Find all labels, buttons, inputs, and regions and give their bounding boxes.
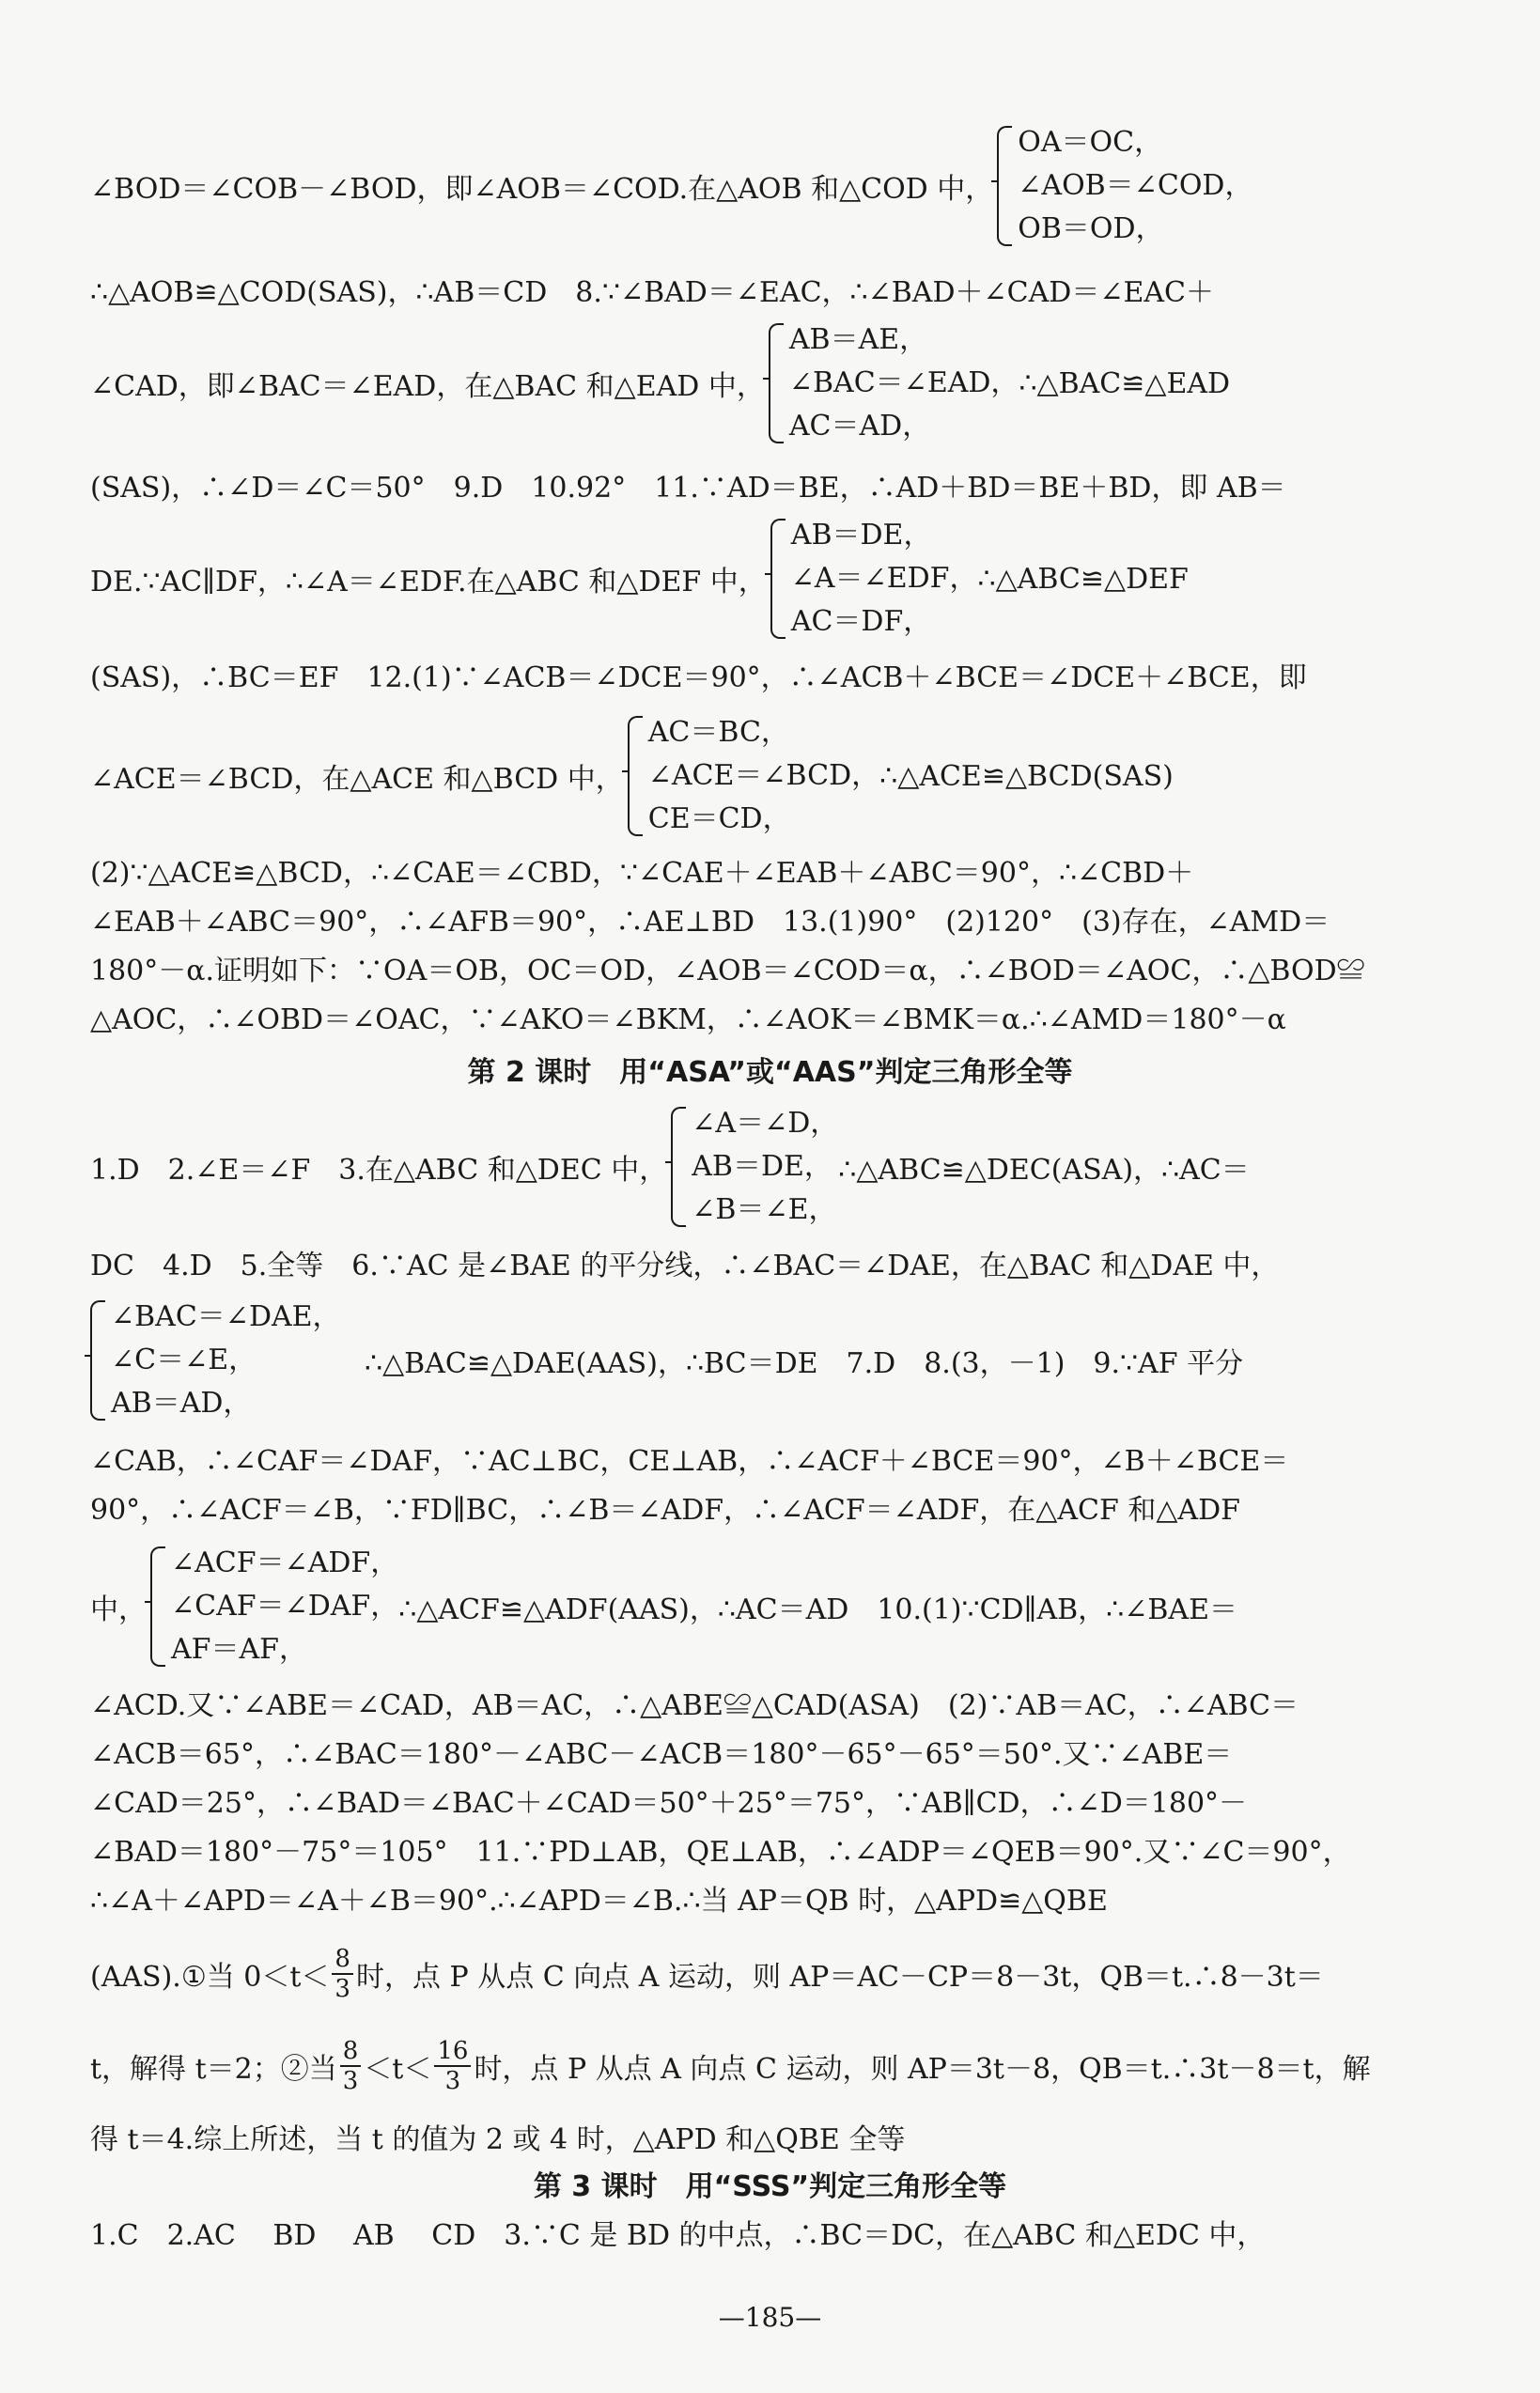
text-line: ∠EAB＋∠ABC＝90°，∴∠AFB＝90°，∴AE⊥BD 13.(1)90° (2)120° (3)存在，∠AMD＝	[90, 906, 1330, 939]
equation-system	[791, 517, 978, 641]
text-line: ∠ACD.又∵∠ABE＝∠CAD，AB＝AC，∴△ABE≌△CAD(ASA) (2)∵AB＝AC，∴∠ABC＝	[90, 1689, 1299, 1722]
fraction-numerator: 8	[332, 1945, 353, 1975]
text-segment: ∴△ACF≌△ADF(AAS)，∴AC＝AD 10.(1)∵CD∥AB，∴∠BAE＝	[398, 1593, 1237, 1626]
text-segment: ∴△ABC≌△DEF	[977, 562, 1189, 596]
text-segment: DE.∵AC∥DF，∴∠A＝∠EDF.在△ABC 和△DEF 中，	[90, 566, 767, 598]
text-line	[90, 517, 1189, 641]
text-line: 180°－α.证明如下：∵OA＝OB，OC＝OD，∠AOB＝∠COD＝α，∴∠BOD＝∠AOC，∴△BOD≌	[90, 955, 1365, 987]
equation: AB＝AD，	[111, 1387, 252, 1420]
brace	[769, 323, 784, 443]
equation: AC＝DF，	[790, 605, 932, 638]
text-segment: ∠ACE＝∠BCD，在△ACE 和△BCD 中，	[90, 763, 624, 796]
text-segment: 1.D 2.∠E＝∠F 3.在△ABC 和△DEC 中，	[90, 1154, 668, 1187]
brace	[150, 1546, 165, 1667]
text-line: ∠CAB，∴∠CAF＝∠DAF，∵AC⊥BC，CE⊥AB，∴∠ACF＋∠BCE＝90°，∠B＋∠BCE＝	[90, 1445, 1289, 1478]
text-line: ∴△AOB≌△COD(SAS)，∴AB＝CD 8.∵∠BAD＝∠EAC，∴∠BAD＋∠CAD＝∠EAC＋	[90, 276, 1214, 309]
text-segment: ∠CAD，即∠BAC＝∠EAD，在△BAC 和△EAD 中，	[90, 370, 765, 403]
text-line	[90, 1945, 1324, 2003]
equation: CE＝CD，	[647, 802, 791, 835]
text-segment: t，解得 t＝2；②当	[90, 2053, 337, 2086]
text-segment: ＜t＜	[364, 2053, 432, 2086]
fraction	[340, 2037, 362, 2095]
equation: AB＝DE，	[790, 519, 932, 552]
brace	[997, 126, 1012, 246]
fraction-denominator: 3	[444, 2067, 461, 2095]
equation: AB＝AE，	[788, 323, 928, 356]
equation: ∠ACF＝∠ADF，	[171, 1546, 399, 1579]
equation: OA＝OC，	[1018, 126, 1163, 159]
equation: ∠C＝∠E，	[111, 1344, 257, 1376]
equation: ∠BAC＝∠DAE，	[111, 1300, 341, 1333]
text-segment: ∴△ACE≌△BCD(SAS)	[879, 759, 1174, 793]
text-line: DC 4.D 5.全等 6.∵AC 是∠BAE 的平分线，∴∠BAC＝∠DAE，在△BAC 和△DAE 中，	[90, 1250, 1280, 1282]
text-segment: (AAS).①当 0＜t＜	[90, 1961, 330, 1994]
text-line: ∴∠A＋∠APD＝∠A＋∠B＝90°.∴∠APD＝∠B.∴当 AP＝QB 时，△APD≌△QBE	[90, 1885, 1108, 1918]
text-line: (SAS)，∴∠D＝∠C＝50° 9.D 10.92° 11.∵AD＝BE，∴AD＋BD＝BE＋BD，即 AB＝	[90, 472, 1286, 505]
fraction	[332, 1945, 353, 2003]
text-line: ∠BAD＝180°－75°＝105° 11.∵PD⊥AB，QE⊥AB，∴∠ADP＝∠QEB＝90°.又∵∠C＝90°，	[90, 1836, 1351, 1869]
text-line: (SAS)，∴BC＝EF 12.(1)∵∠ACB＝∠DCE＝90°，∴∠ACB＋∠BCE＝∠DCE＋∠BCE，即	[90, 661, 1307, 694]
equation-system	[789, 321, 1019, 445]
page-number: —185—	[718, 2302, 822, 2333]
text-segment: 时，点 P 从点 A 向点 C 运动，则 AP＝3t－8，QB＝t.∴3t－8＝t，解	[474, 2053, 1371, 2086]
fraction-denominator: 3	[334, 1975, 350, 2003]
equation: ∠AOB＝∠COD，	[1018, 169, 1253, 202]
equation: AF＝AF，	[171, 1633, 307, 1666]
equation-system	[111, 1298, 365, 1422]
equation: ∠A＝∠EDF，	[790, 562, 978, 595]
equation: AC＝BC，	[647, 716, 789, 749]
text-line	[90, 1545, 1237, 1669]
equation: ∠A＝∠D，	[692, 1107, 839, 1140]
equation: ∠BAC＝∠EAD，	[788, 366, 1019, 399]
text-segment: ∴△BAC≌△DAE(AAS)，∴BC＝DE 7.D 8.(3，－1) 9.∵AF 平分	[365, 1347, 1244, 1380]
text-line: (2)∵△ACE≌△BCD，∴∠CAE＝∠CBD，∵∠CAE＋∠EAB＋∠ABC＝90°，∴∠CBD＋	[90, 857, 1194, 890]
equation: ∠CAF＝∠DAF，	[171, 1590, 399, 1623]
brace	[90, 1300, 105, 1421]
text-segment: ∴△ABC≌△DEC(ASA)，∴AC＝	[838, 1154, 1250, 1187]
section-heading: 第 3 课时 用“SSS”判定三角形全等	[533, 2170, 1007, 2203]
text-line: 90°，∴∠ACF＝∠B，∵FD∥BC，∴∠B＝∠ADF，∴∠ACF＝∠ADF，在△ACF 和△ADF	[90, 1494, 1240, 1527]
text-segment: 中，	[90, 1593, 147, 1626]
brace	[628, 716, 643, 836]
section-heading: 第 2 课时 用“ASA”或“AAS”判定三角形全等	[467, 1056, 1073, 1089]
equation: ∠ACE＝∠BCD，	[647, 759, 880, 792]
equation-system	[692, 1105, 838, 1229]
equation: AC＝AD，	[788, 410, 931, 443]
equation: ∠B＝∠E，	[692, 1193, 837, 1226]
fraction-numerator: 16	[434, 2037, 471, 2067]
fraction-denominator: 3	[342, 2067, 359, 2095]
text-line	[90, 1105, 1250, 1229]
text-line: 得 t＝4.综上所述，当 t 的值为 2 或 4 时，△APD 和△QBE 全等	[90, 2123, 906, 2156]
equation-system	[171, 1545, 398, 1669]
text-line	[90, 321, 1230, 445]
text-line	[90, 2037, 1371, 2095]
brace	[770, 519, 786, 639]
text-line: 1.C 2.AC BD AB CD 3.∵C 是 BD 的中点，∴BC＝DC，在△ABC 和△EDC 中，	[90, 2219, 1266, 2252]
fraction	[434, 2037, 471, 2095]
text-line: ∠CAD＝25°，∴∠BAD＝∠BAC＋∠CAD＝50°＋25°＝75°，∵AB∥CD，∴∠D＝180°－	[90, 1787, 1248, 1820]
equation: AB＝DE，	[692, 1150, 832, 1183]
text-segment: 时，点 P 从点 C 向点 A 运动，则 AP＝AC－CP＝8－3t，QB＝t.∴8－3t＝	[355, 1961, 1324, 1994]
text-line	[90, 1298, 1243, 1422]
fraction-numerator: 8	[340, 2037, 362, 2067]
text-segment: ∠BOD＝∠COB－∠BOD，即∠AOB＝∠COD.在△AOB 和△COD 中，	[90, 173, 994, 206]
text-line: △AOC，∴∠OBD＝∠OAC，∵∠AKO＝∠BKM，∴∠AOK＝∠BMK＝α.∴∠AMD＝180°－α	[90, 1003, 1286, 1036]
text-segment: ∴△BAC≌△EAD	[1019, 366, 1231, 400]
equation-system	[1018, 124, 1252, 248]
equation: OB＝OD，	[1018, 212, 1164, 245]
text-line	[90, 714, 1174, 838]
equation-system	[648, 714, 879, 838]
text-line	[90, 124, 1252, 248]
text-line: ∠ACB＝65°，∴∠BAC＝180°－∠ABC－∠ACB＝180°－65°－65°＝50°.又∵∠ABE＝	[90, 1738, 1233, 1771]
brace	[671, 1107, 686, 1227]
